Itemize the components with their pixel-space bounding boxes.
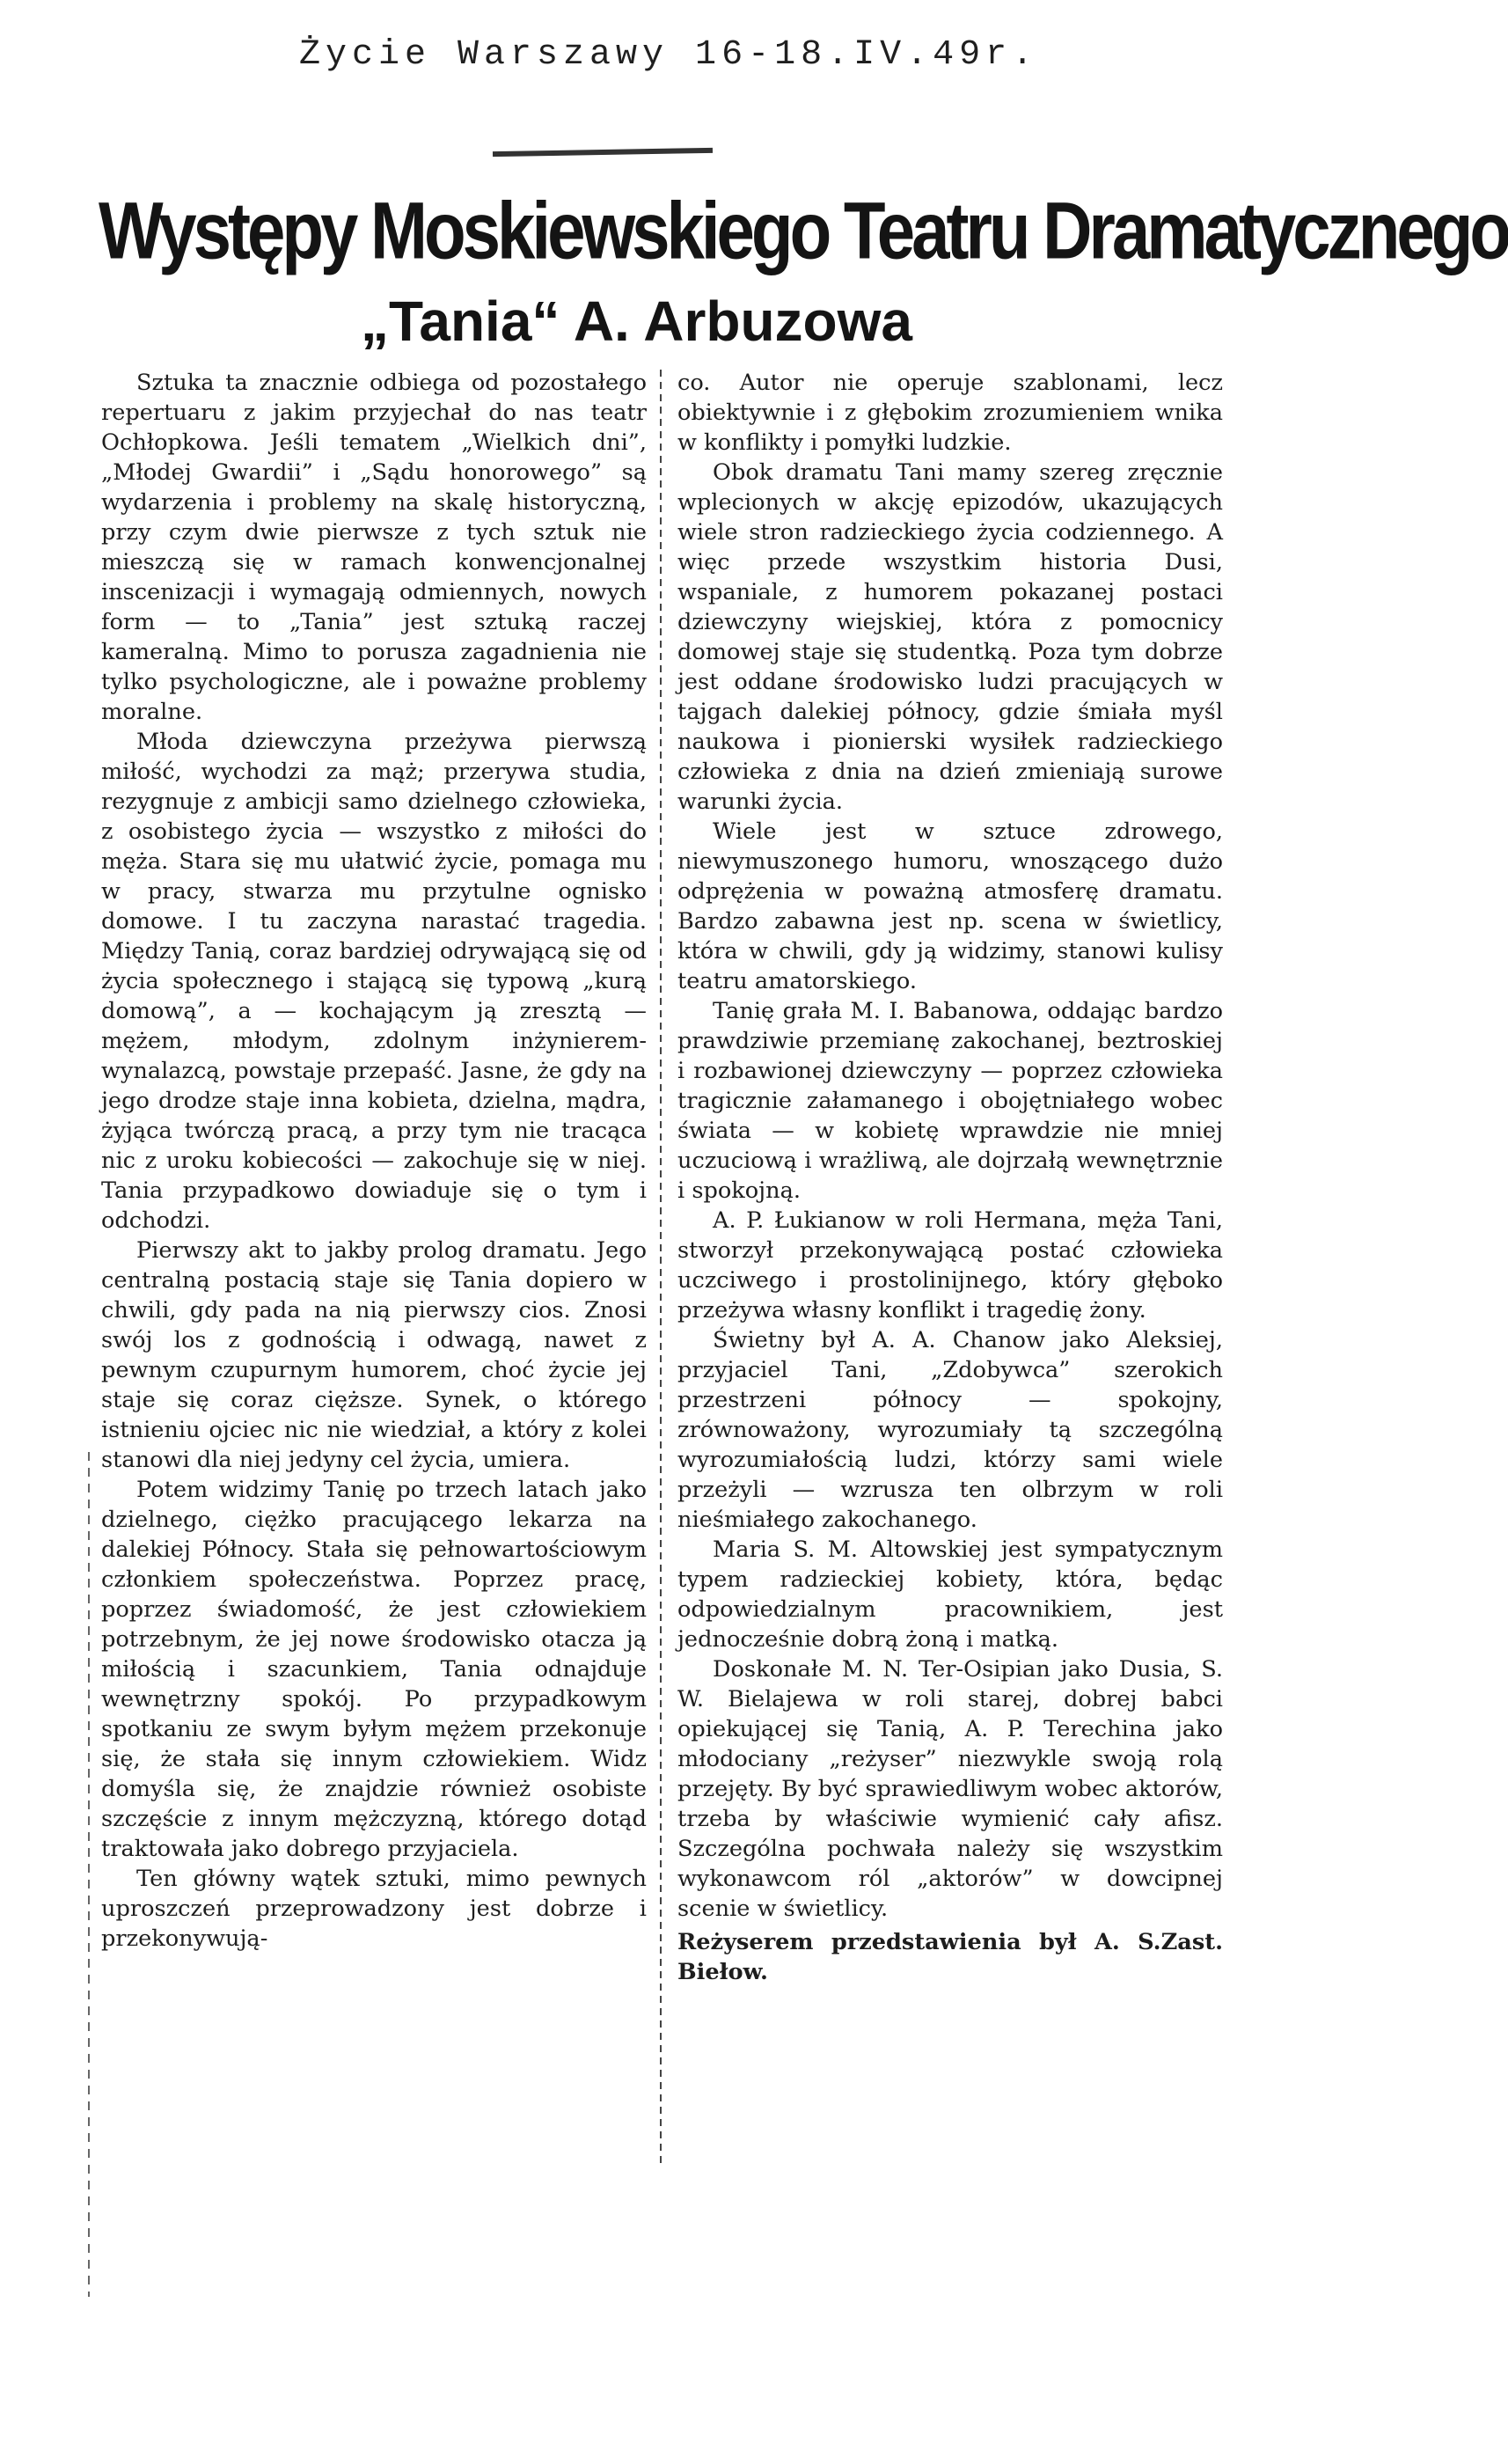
paragraph: Wiele jest w sztuce zdrowego, niewymuszonego humoru, wnoszącego dużo odprężenia w poważną atmosferę dramatu. Bardzo zabawna jest np. scena w świetlicy, która w chwili, gdy ją widzimy, stanowi kulisy teatru amatorskiego. (677, 818, 1223, 994)
article-headline: Występy Moskiewskiego Teatru Dramatycznego (99, 184, 1508, 276)
paragraph: Doskonałe M. N. Ter-Osipian jako Dusia, S. W. Bielajewa w roli starej, dobrej babci opiekującej się Tanią, A. P. Terechina jako młodociany „reżyser” niezwykle swoją rolą przejęty. By być sprawiedliwym wobec aktorów, trzeba by właściwie wymienić cały afisz. Szczególna pochwała należy się wszystkim wykonawcom ról „aktorów” w dowcipnej scenie w świetlicy. (677, 1656, 1223, 1922)
director-line: Reżyserem przedstawienia był A. S. Biełow. (677, 1929, 1161, 1985)
author-signature: Zast. (1160, 1929, 1223, 1955)
paragraph: Maria S. M. Altowskiej jest sympatycznym typem radzieckiej kobiety, która, będąc odpowiedzialnym pracownikiem, jest jednocześnie dobrą żoną i matką. (677, 1536, 1223, 1653)
paragraph: Potem widzimy Tanię po trzech latach jako dzielnego, ciężko pracującego lekarza na dalekiej Północy. Stała się pełnowartościowym członkiem społeczeństwa. Poprzez pracę, poprzez świadomość, że jest człowiekiem potrzebnym, że jej nowe środowisko otacza ją miłością i szacunkiem, Tania odnajduje wewnętrzny spokój. Po przypadkowym spotkaniu ze swym byłym mężem przekonuje się, że stała się innym człowiekiem. Widz domyśla się, że znajdzie również osobiste szczęście z innym mężczyzną, którego dotąd traktowała jako dobrego przyjaciela. (101, 1477, 647, 1862)
left-column (101, 368, 647, 2304)
column-divider (660, 370, 662, 2165)
closing-row (677, 1927, 1223, 1987)
paragraph: co. Autor nie operuje szablonami, lecz obiektywnie i z głębokim zrozumieniem wnika w konflikty i pomyłki ludzkie. (677, 370, 1223, 456)
paragraph: Tanię grała M. I. Babanowa, oddając bardzo prawdziwie przemianę zakochanej, beztroskiej i rozbawionej dziewczyny — poprzez człowieka tragicznie załamanego i obojętniałego wobec świata — w kobietę wprawdzie nie mniej uczuciową i wrażliwą, ale dojrzałą wewnętrznie i spokojną. (677, 998, 1223, 1204)
paragraph: A. P. Łukianow w roli Hermana, męża Tani, stworzył przekonywającą postać człowieka uczciwego i prostolinijnego, który głęboko przeżywa własny konflikt i tragedię żony. (677, 1207, 1223, 1324)
left-margin-rule (88, 1452, 90, 2297)
paragraph: Świetny był A. A. Chanow jako Aleksiej, przyjaciel Tani, „Zdobywca” szerokich przestrzeni północy — spokojny, zrównoważony, wyrozumiały tą szczególną wyrozumiałością ludzi, którzy sami wiele przeżyli — wzrusza ten olbrzym w roli nieśmiałego zakochanego. (677, 1327, 1223, 1533)
clipping-underline (493, 148, 713, 157)
paragraph: Młoda dziewczyna przeżywa pierwszą miłość, wychodzi za mąż; przerywa studia, rezygnuje z ambicji samo dzielnego człowieka, z osobistego życia — wszystko z miłości do męża. Stara się mu ułatwić życie, pomaga mu w pracy, stwarza mu przytulne ognisko domowe. I tu zaczyna narastać tragedia. Między Tanią, coraz bardziej odrywającą się od życia społecznego i stającą się typową „kurą domową”, a — kochającym ją zresztą — mężem, młodym, zdolnym inżynierem-wynalazcą, powstaje przepaść. Jasne, że gdy na jego drodze staje inna kobieta, dzielna, mądra, żyjąca twórczą pracą, a przy tym nie tracąca nic z uroku kobiecości — zakochuje się w niej. Tania przypadkowo dowiaduje się o tym i odchodzi. (101, 729, 647, 1234)
paragraph: Sztuka ta znacznie odbiega od pozostałego repertuaru z jakim przyjechał do nas teatr Ochłopkowa. Jeśli tematem „Wielkich dni”, „Młodej Gwardii” i „Sądu honorowego” są wydarzenia i problemy na skalę historyczną, przy czym dwie pierwsze z tych sztuk nie mieszczą się w ramach konwencjonalnej inscenizacji i wymagają odmiennych, nowych form — to „Tania” jest sztuką raczej kameralną. Mimo to porusza zagadnienia nie tylko psychologiczne, ale i poważne problemy moralne. (101, 370, 647, 725)
clipping-source-note: Życie Warszawy 16-18.IV.49r. (299, 35, 1039, 75)
article-subheadline: „Tania“ A. Arbuzowa (361, 290, 912, 353)
paragraph: Obok dramatu Tani mamy szereg zręcznie wplecionych w akcję epizodów, ukazujących wiele stron radzieckiego życia codziennego. A więc przede wszystkim historia Dusi, wspaniale, z humorem pokazanej postaci dziewczyny wiejskiej, która z pomocnicy domowej staje się studentką. Poza tym dobrze jest oddane środowisko ludzi pracujących w tajgach dalekiej północy, gdzie śmiała myśl naukowa i pionierski wysiłek radzieckiego człowieka z dnia na dzień zmieniają surowe warunki życia. (677, 459, 1223, 815)
paragraph: Ten główny wątek sztuki, mimo pewnych uproszczeń przeprowadzony jest dobrze i przekonywują- (101, 1866, 647, 1952)
right-column (677, 368, 1223, 2304)
paragraph: Pierwszy akt to jakby prolog dramatu. Jego centralną postacią staje się Tania dopiero w chwili, gdy pada na nią pierwszy cios. Znosi swój los z godnością i odwagą, nawet z pewnym czupurnym humorem, choć życie jej staje się coraz cięższe. Synek, o którego istnieniu ojciec nic nie wiedział, a który z kolei stanowi dla niej jedyny cel życia, umiera. (101, 1237, 647, 1473)
